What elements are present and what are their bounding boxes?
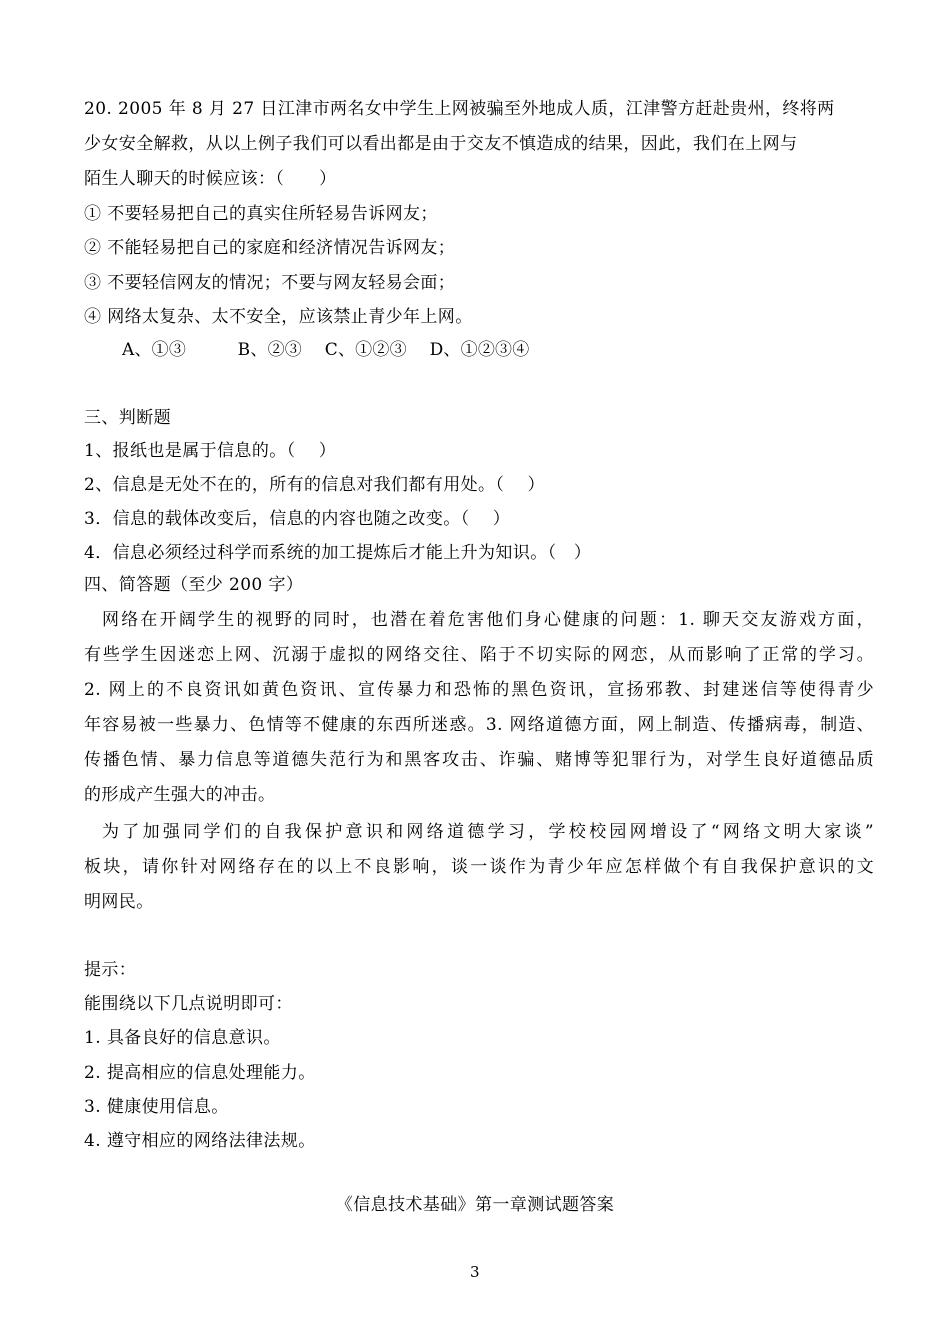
answer-options: A、①③ B、②③ C、①②③ D、①②③④ <box>122 340 530 360</box>
statement-1: ① 不要轻易把自己的真实住所轻易告诉网友； <box>84 204 438 224</box>
statement-2: ② 不能轻易把自己的家庭和经济情况告诉网友； <box>84 238 456 258</box>
judgment-item-4: 4．信息必须经过科学而系统的加工提炼后才能上升为知识。（ ） <box>84 543 592 563</box>
essay-paragraph-2-line-2: 板块，请你针对网络存在的以上不良影响，谈一谈作为青少年应怎样做个有自我保护意识的文 <box>84 857 874 877</box>
essay-paragraph-1-line-1: 网络在开阔学生的视野的同时，也潜在着危害他们身心健康的问题：1. 聊天交友游戏方面， <box>102 610 874 630</box>
essay-paragraph-1-line-5: 传播色情、暴力信息等道德失范行为和黑客攻击、诈骗、赌博等犯罪行为，对学生良好道德品质 <box>84 750 874 770</box>
statement-4: ④ 网络太复杂、太不安全，应该禁止青少年上网。 <box>84 307 473 327</box>
essay-paragraph-2-line-1: 为了加强同学们的自我保护意识和网络道德学习，学校校园网增设了“网络文明大家谈” <box>102 822 874 842</box>
section-4-heading: 四、简答题（至少 200 字） <box>84 575 304 595</box>
essay-paragraph-1-line-6: 的形成产生强大的冲击。 <box>84 785 276 805</box>
essay-paragraph-1-line-4: 年容易被一些暴力、色情等不健康的东西所迷惑。3. 网络道德方面，网上制造、传播病毒，制造、 <box>84 715 874 735</box>
answer-title: 《信息技术基础》第一章测试题答案 <box>335 1195 615 1215</box>
hint-point-4: 4. 遵守相应的网络法律法规。 <box>84 1131 316 1151</box>
hint-point-3: 3. 健康使用信息。 <box>84 1097 229 1117</box>
statement-3: ③ 不要轻信网友的情况；不要与网友轻易会面； <box>84 273 456 293</box>
question-20-line-2: 少女安全解救，从以上例子我们可以看出都是由于交友不慎造成的结果，因此，我们在上网与 <box>84 134 798 154</box>
essay-paragraph-2-line-3: 明网民。 <box>84 892 154 912</box>
essay-paragraph-1-line-3: 2. 网上的不良资讯如黄色资讯、宣传暴力和恐怖的黑色资讯，宣扬邪教、封建迷信等使得青少 <box>84 680 874 700</box>
judgment-item-2: 2、信息是无处不在的，所有的信息对我们都有用处。（ ） <box>84 475 545 495</box>
essay-paragraph-1-line-2: 有些学生因迷恋上网、沉溺于虚拟的网络交往、陷于不切实际的网恋，从而影响了正常的学习。 <box>84 645 874 665</box>
judgment-item-1: 1、报纸也是属于信息的。（ ） <box>84 441 337 461</box>
hint-point-1: 1. 具备良好的信息意识。 <box>84 1028 281 1048</box>
page-number: 3 <box>470 1263 480 1281</box>
section-3-heading: 三、判断题 <box>84 408 171 428</box>
hint-point-2: 2. 提高相应的信息处理能力。 <box>84 1063 316 1083</box>
question-20-line-3: 陌生人聊天的时候应该：（ ） <box>84 169 337 189</box>
judgment-item-3: 3．信息的载体改变后，信息的内容也随之改变。（ ） <box>84 509 511 529</box>
hint-title: 提示： <box>84 960 137 980</box>
hint-intro: 能围绕以下几点说明即可： <box>84 994 293 1014</box>
question-20-line-1: 20. 2005 年 8 月 27 日江津市两名女中学生上网被骗至外地成人质，江津警方赶赴贵州，终将两 <box>84 99 835 119</box>
